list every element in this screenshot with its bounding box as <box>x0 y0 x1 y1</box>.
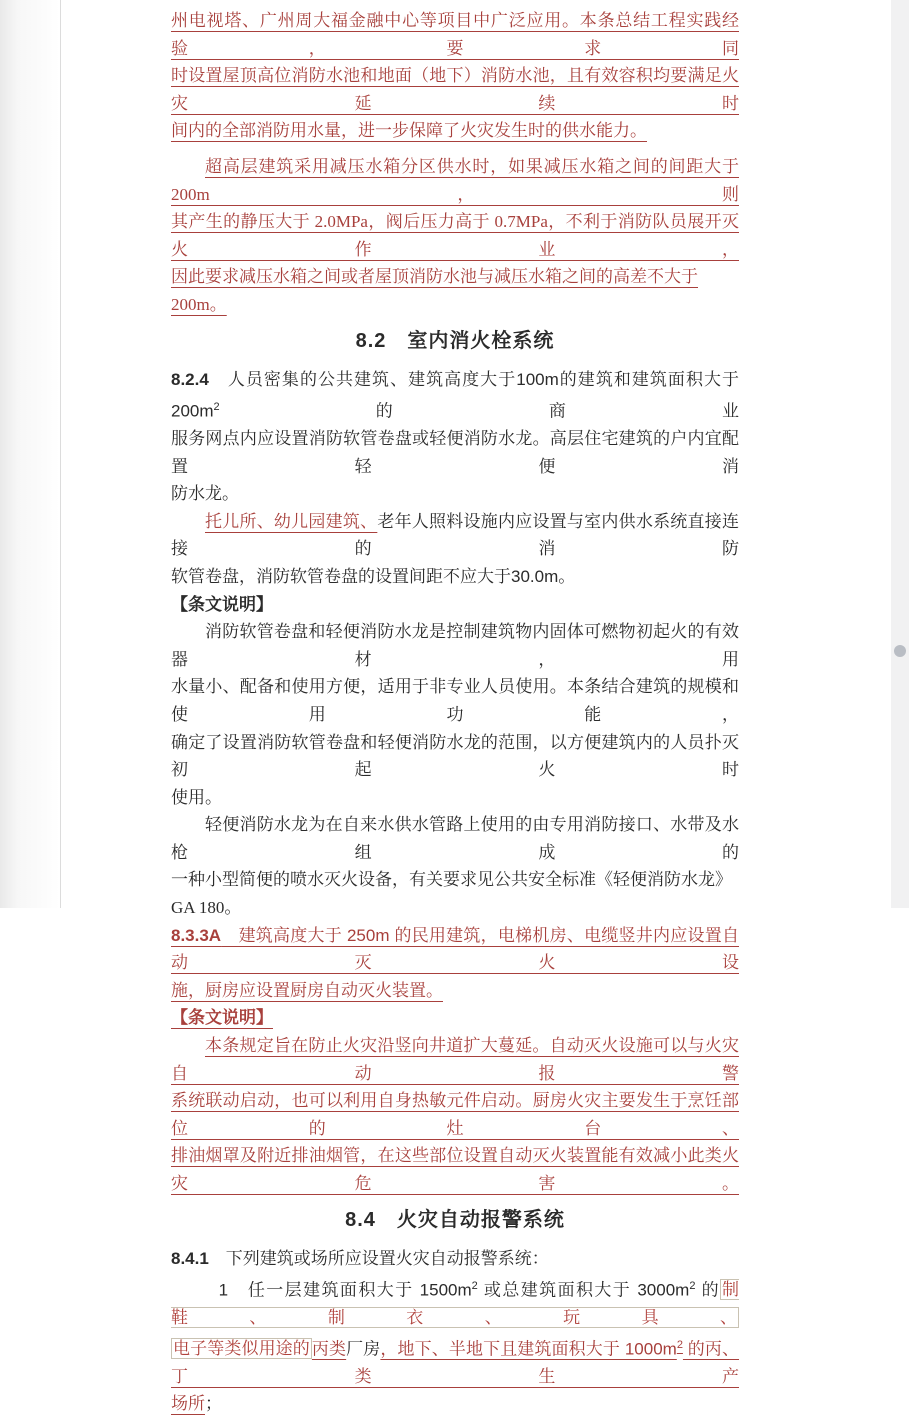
text-segment: 下列建筑或场所应设置火灾自动报警系统： <box>208 1249 549 1269</box>
text-segment: 本条规定旨在防止火灾沿竖向井道扩大蔓延。自动灭火设施可以与火灾自动报警 <box>171 1036 739 1083</box>
section-heading-8-4 <box>171 1198 739 1246</box>
clause-8-2-4-line <box>171 508 739 563</box>
explanation-paragraph-line <box>171 618 739 673</box>
text-segment: 8.3.3A <box>171 925 222 945</box>
text-segment: 8.2.4 <box>171 370 209 390</box>
clause-8-2-4-line <box>171 425 739 480</box>
text-segment: 8.4 火灾自动报警系统 <box>345 1208 565 1231</box>
text-segment: 8.4.1 <box>171 1249 209 1269</box>
text-segment: 或总建筑面积大于 3000m <box>477 1280 690 1300</box>
text-segment: 超高层建筑采用减压水箱分区供水时，如果减压水箱之间的间距大于 200m，则 <box>171 156 739 204</box>
explanation-paragraph-line <box>171 811 739 866</box>
explanation-paragraph-line <box>171 1087 739 1142</box>
text-segment: 【条文说明】 <box>171 594 273 614</box>
text-segment: 防水龙。 <box>171 484 239 504</box>
text-segment: 软管卷盘，消防软管卷盘的设置间距不应大于30.0m。 <box>171 566 576 586</box>
page-left-margin <box>0 0 61 908</box>
explanation-paragraph-line <box>171 673 739 728</box>
text-segment: 间内的全部消防用水量，进一步保障了火灾发生时的供水能力。 <box>171 121 647 141</box>
text-segment: 排油烟罩及附近排油烟管，在这些部位设置自动灭火装置能有效减小此类火灾危害。 <box>171 1146 739 1193</box>
text-segment: 因此要求减压水箱之间或者屋顶消防水池与减压水箱之间的高差不大于 200m。 <box>171 267 698 314</box>
revision-paragraph-line <box>171 263 739 318</box>
text-segment: 人员密集的公共建筑、建筑高度大于100m的建筑和建筑面积大于200m <box>171 370 739 421</box>
scrollbar-track[interactable] <box>891 0 909 908</box>
explanation-paragraph-line <box>171 784 739 812</box>
clause-8-2-4-line <box>171 480 739 508</box>
clause-8-4-1-item-1-line <box>171 1390 739 1418</box>
revision-paragraph-line <box>171 208 739 263</box>
revision-paragraph-line <box>171 117 739 145</box>
text-segment: 厂房 <box>346 1339 381 1359</box>
text-segment: 【条文说明】 <box>171 1008 273 1028</box>
revision-box-text: 制鞋、制衣、玩具、 <box>171 1280 739 1328</box>
revision-box-text: 电子等类似用途的 <box>173 1339 310 1359</box>
text-segment: 8.2 室内消火栓系统 <box>355 329 555 352</box>
text-segment: 老年人照料设施内应设置与室内供水系统直接连接的消防 <box>171 511 740 559</box>
text-segment: 的丙、丁类生产 <box>171 1339 740 1386</box>
text-segment: 服务网点内应设置消防软管卷盘或轻便消防水龙。高层住宅建筑的户内宜配置轻便消 <box>171 428 739 476</box>
explanation-paragraph-line <box>171 1032 739 1087</box>
text-segment: 确定了设置消防软管卷盘和轻便消防水龙的范围，以方便建筑内的人员扑灭初起火时 <box>171 732 739 780</box>
text-segment: 丙类 <box>311 1339 347 1359</box>
explanation-label <box>171 1004 739 1032</box>
text-segment: 其产生的静压大于 2.0MPa，阀后压力高于 0.7MPa，不利于消防队员展开灭火作业， <box>171 212 739 259</box>
clause-8-3-3A-line <box>171 922 739 977</box>
text-segment: 1 任一层建筑面积大于 1500m <box>218 1280 472 1300</box>
explanation-paragraph-line <box>171 1142 739 1197</box>
text-segment: 水量小、配备和使用方便，适用于非专业人员使用。本条结合建筑的规模和使用功能， <box>171 677 739 724</box>
text-segment: ； <box>205 1394 222 1414</box>
text-segment: 时设置屋顶高位消防水池和地面（地下）消防水池，且有效容积均要满足火灾延续时 <box>171 66 739 113</box>
text-segment: 一种小型简便的喷水灭火设备，有关要求见公共安全标准《轻便消防水龙》GA 180。 <box>171 870 732 918</box>
text-segment: 2 <box>213 400 220 413</box>
text-segment: 的 <box>695 1280 720 1300</box>
revision-paragraph-line <box>171 62 739 117</box>
clause-8-4-1-item-1-line <box>171 1332 739 1391</box>
text-segment: 2 <box>471 1279 478 1292</box>
text-segment: 2 <box>689 1279 696 1292</box>
clause-8-3-3A-line <box>171 977 739 1005</box>
section-heading-8-2 <box>171 319 739 367</box>
text-segment: 托儿所、幼儿园建筑、 <box>205 511 378 531</box>
text-segment: 施，厨房应设置厨房自动灭火装置。 <box>171 980 443 1000</box>
clause-8-4-1-item-1-line <box>171 1273 739 1332</box>
document-page <box>61 0 891 1414</box>
text-segment: ，地下、半地下且建筑面积大于 1000m <box>380 1339 677 1359</box>
text-segment: 使用。 <box>171 787 222 807</box>
clause-8-2-4-line <box>171 366 739 425</box>
text-segment: 的商业 <box>219 401 739 421</box>
revision-paragraph-line <box>171 153 739 208</box>
scroll-indicator[interactable] <box>894 645 906 657</box>
clause-8-2-4-line <box>171 563 739 591</box>
text-segment: 场所 <box>171 1394 205 1414</box>
text-segment: 消防软管卷盘和轻便消防水龙是控制建筑物内固体可燃物初起火的有效器材，用 <box>171 622 739 669</box>
revision-paragraph-line <box>171 7 739 62</box>
explanation-paragraph-line <box>171 866 739 921</box>
text-segment: 系统联动启动，也可以利用自身热敏元件启动。厨房火灾主要发生于烹饪部位的灶台、 <box>171 1091 739 1138</box>
text-segment: 轻便消防水龙为在自来水供水管路上使用的由专用消防接口、水带及水枪组成的 <box>171 815 739 862</box>
text-segment: 州电视塔、广州周大福金融中心等项目中广泛应用。本条总结工程实践经验，要求同 <box>171 11 739 58</box>
explanation-label <box>171 591 739 619</box>
text-segment: 建筑高度大于 250m 的民用建筑，电梯机房、电缆竖井内应设置自动灭火设 <box>171 925 739 973</box>
clause-8-4-1-line <box>171 1245 739 1273</box>
explanation-paragraph-line <box>171 729 739 784</box>
text-segment: 2 <box>676 1338 683 1351</box>
